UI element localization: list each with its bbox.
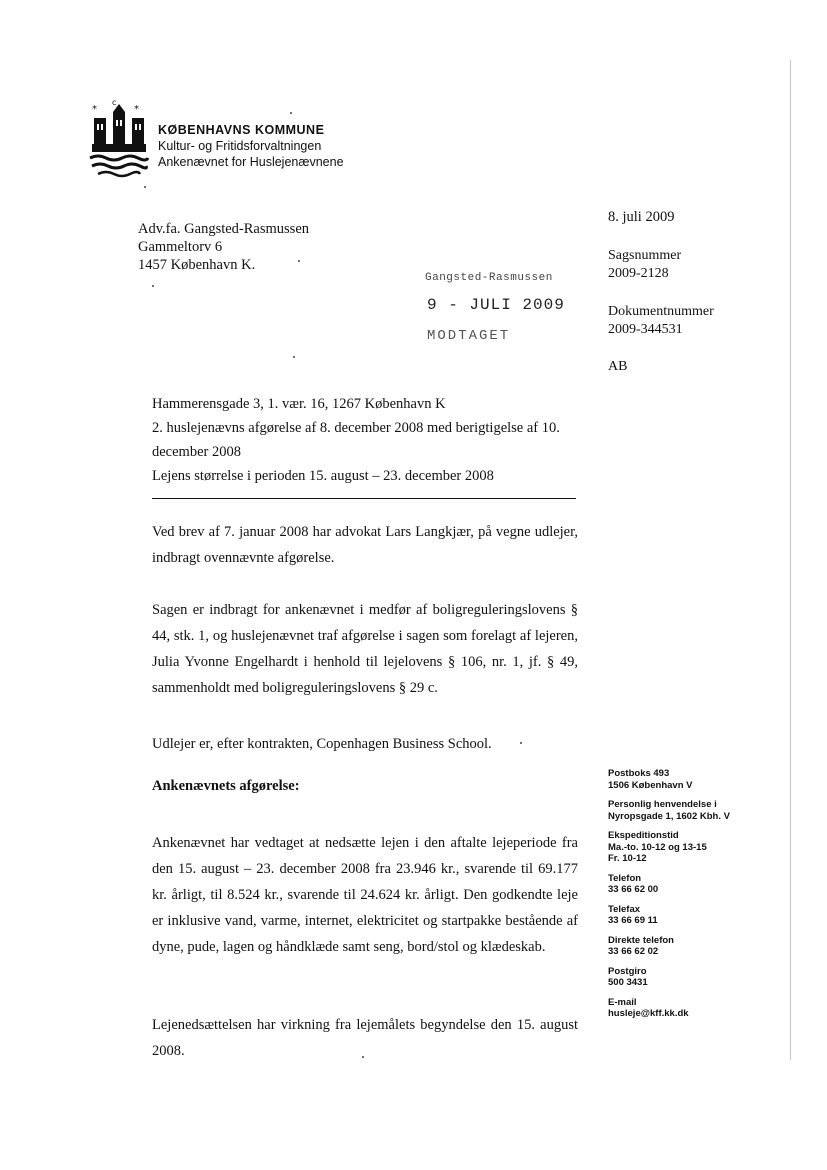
scan-speck xyxy=(362,1056,364,1058)
phone-label: Telefon xyxy=(608,872,642,884)
direct-phone-label: Direkte telefon xyxy=(608,934,674,946)
hours-line-1: Ma.-to. 10-12 og 13-15 xyxy=(608,841,707,853)
phone-value: 33 66 62 00 xyxy=(608,884,659,895)
email xyxy=(608,997,730,1020)
svg-text:c: c xyxy=(112,100,117,107)
stamp-received: MODTAGET xyxy=(427,328,511,344)
coat-of-arms-logo xyxy=(88,100,150,186)
stamp-firm-name: Gangsted-Rasmussen xyxy=(425,272,553,284)
paragraph-2: Sagen er indbragt for ankenævnet i medfør af boligreguleringslovens § 44, stk. 1, og huslejenævnet traf afgørelse i sagen som forelagt af lejeren, Julia Yvonne Engelhardt i henhold til lejelovens § 106, nr. 1, jf. § 49, sammenholdt med boligreguleringslovens § 29 c. xyxy=(152,602,578,696)
paragraph-5: Lejenedsættelsen har virkning fra lejemålets begyndelse den 15. august 2008. xyxy=(152,1017,578,1059)
recipient-address xyxy=(138,220,309,274)
scan-speck xyxy=(152,285,154,287)
visit-line-2: Nyropsgade 1, 1602 Kbh. V xyxy=(608,810,730,822)
letterhead xyxy=(158,122,344,170)
subject-decision: 2. huslejenævns afgørelse af 8. december 2008 med berigtigelse af 10. december 2008 xyxy=(152,420,560,460)
organization-name: KØBENHAVNS KOMMUNE xyxy=(158,123,325,137)
postbox-line-1: Postboks 493 xyxy=(608,768,670,779)
divider-rule xyxy=(152,498,576,499)
direct-phone xyxy=(608,935,730,958)
hours-label: Ekspeditionstid xyxy=(608,830,679,841)
direct-phone-value: 33 66 62 02 xyxy=(608,946,659,957)
recipient-line-3: 1457 København K. xyxy=(138,257,256,273)
email-value: husleje@kff.kk.dk xyxy=(608,1008,689,1019)
contact-sidebar xyxy=(608,768,730,1028)
postgiro xyxy=(608,966,730,989)
document-number-value: 2009-344531 xyxy=(608,322,683,337)
document-number xyxy=(608,303,714,339)
visit-line-1: Personlig henvendelse i xyxy=(608,799,717,810)
recipient-line-1: Adv.fa. Gangsted-Rasmussen xyxy=(138,221,310,237)
decision-heading: Ankenævnets afgørelse: xyxy=(152,778,300,794)
email-label: E-mail xyxy=(608,996,637,1008)
visiting-address xyxy=(608,799,730,822)
subject-block xyxy=(152,392,580,488)
opening-hours xyxy=(608,830,730,865)
postgiro-value: 500 3431 xyxy=(608,977,648,988)
svg-text:*: * xyxy=(134,104,139,115)
case-number-label: Sagsnummer xyxy=(608,248,682,263)
letter-date: 8. juli 2009 xyxy=(608,209,675,225)
fax-value: 33 66 69 11 xyxy=(608,915,658,926)
svg-text:*: * xyxy=(92,104,97,115)
postbox xyxy=(608,768,730,791)
scan-speck xyxy=(293,356,295,358)
postbox-line-2: 1506 København V xyxy=(608,779,693,791)
scan-speck xyxy=(290,112,292,114)
paragraph-4: Ankenævnet har vedtaget at nedsætte lejen i den aftalte lejeperiode fra den 15. august – 23. december 2008 fra 23.946 kr., svarende til 69.177 kr. årligt, til 8.524 kr., svarende til 24.624 kr. årligt. Den godkendte leje er inklusive vand, varme, internet, elektricitet og startpakke bestående af dyne, pude, lagen og håndklæde samt seng, bord/stol og klædeskab. xyxy=(152,835,578,955)
document-number-label: Dokumentnummer xyxy=(608,304,714,319)
subject-address: Hammerensgade 3, 1. vær. 16, 1267 København K xyxy=(152,396,446,412)
scan-speck xyxy=(298,260,300,262)
hours-line-2: Fr. 10-12 xyxy=(608,853,647,864)
unit-name: Ankenævnet for Huslejenævnene xyxy=(158,155,344,169)
fax-label: Telefax xyxy=(608,903,641,915)
department-name: Kultur- og Fritidsforvaltningen xyxy=(158,139,322,153)
scan-speck xyxy=(144,186,146,188)
scan-speck xyxy=(520,742,522,744)
case-number-value: 2009-2128 xyxy=(608,266,669,281)
scan-page-edge xyxy=(790,60,791,1060)
subject-rent-period: Lejens størrelse i perioden 15. august – 23. december 2008 xyxy=(152,468,494,484)
recipient-line-2: Gammeltorv 6 xyxy=(138,239,223,255)
postgiro-label: Postgiro xyxy=(608,965,647,977)
phone xyxy=(608,873,730,896)
case-number xyxy=(608,247,681,283)
stamp-date: 9 - JULI 2009 xyxy=(427,296,565,314)
paragraph-1: Ved brev af 7. januar 2008 har advokat Lars Langkjær, på vegne udlejer, indbragt ovennævnte afgørelse. xyxy=(152,524,578,566)
fax xyxy=(608,904,730,927)
initials: AB xyxy=(608,359,628,374)
paragraph-3: Udlejer er, efter kontrakten, Copenhagen Business School. xyxy=(152,736,492,752)
